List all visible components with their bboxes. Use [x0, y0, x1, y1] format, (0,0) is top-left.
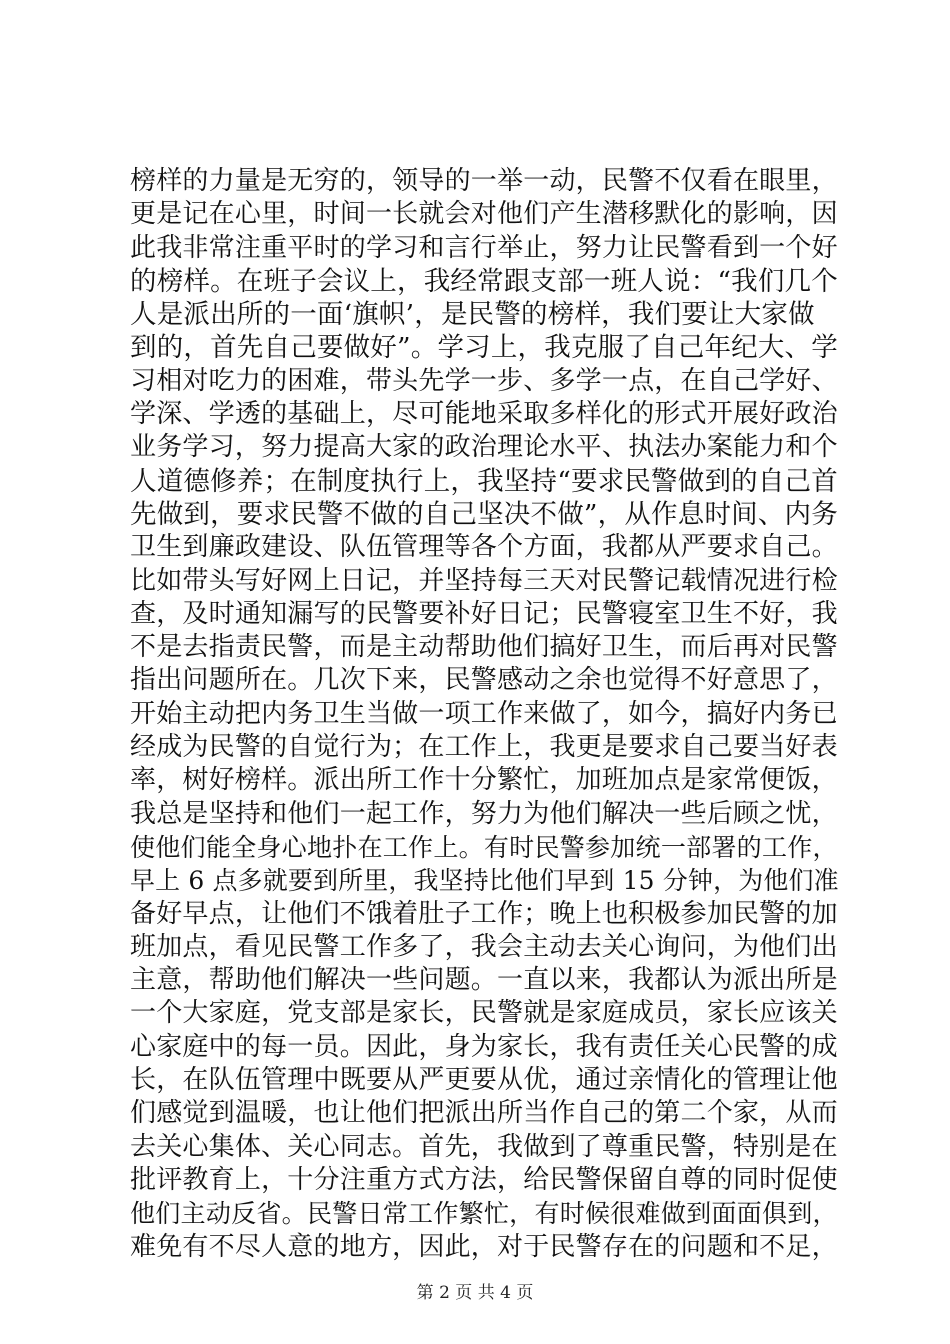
text-line: 我总是坚持和他们一起工作，努力为他们解决一些后顾之忧， [130, 798, 838, 829]
text-line: 习相对吃力的困难，带头先学一步、多学一点，在自己学好、 [130, 365, 838, 396]
text-line: 心家庭中的每一员。因此，身为家长，我有责任关心民警的成 [130, 1031, 838, 1062]
text-line: 使他们能全身心地扑在工作上。有时民警参加统一部署的工作， [130, 832, 838, 862]
text-line: 一个大家庭，党支部是家长，民警就是家庭成员，家长应该关 [130, 998, 838, 1029]
text-line: 到的，首先自己要做好”。学习上，我克服了自己年纪大、学 [130, 332, 838, 364]
text-line: 率，树好榜样。派出所工作十分繁忙，加班加点是家常便饭， [130, 765, 838, 796]
text-line: 学深、学透的基础上，尽可能地采取多样化的形式开展好政治 [130, 399, 838, 430]
text-line: 指出问题所在。几次下来，民警感动之余也觉得不好意思了， [130, 665, 838, 696]
text-line: 人是派出所的一面‘旗帜’，是民警的榜样，我们要让大家做 [130, 299, 815, 331]
text-line: 备好早点，让他们不饿着肚子工作；晚上也积极参加民警的加 [130, 898, 838, 929]
text-line: 先做到，要求民警不做的自己坚决不做”，从作息时间、内务 [130, 498, 838, 530]
text-line: 经成为民警的自觉行为；在工作上，我更是要求自己要当好表 [130, 732, 838, 763]
text-line: 查，及时通知漏写的民警要补好日记；民警寝室卫生不好，我 [130, 598, 838, 629]
text-line: 们感觉到温暖，也让他们把派出所当作自己的第二个家，从而 [130, 1098, 838, 1129]
text-line: 去关心集体、关心同志。首先，我做到了尊重民警，特别是在 [130, 1131, 838, 1162]
text-line: 主意，帮助他们解决一些问题。一直以来，我都认为派出所是 [130, 965, 838, 996]
text-line: 比如带头写好网上日记，并坚持每三天对民警记载情况进行检 [130, 565, 838, 596]
text-line: 卫生到廉政建设、队伍管理等各个方面，我都从严要求自己。 [130, 532, 838, 563]
text-line: 榜样的力量是无穷的，领导的一举一动，民警不仅看在眼里， [130, 166, 838, 196]
text-line: 更是记在心里，时间一长就会对他们产生潜移默化的影响，因 [130, 199, 838, 230]
text-line: 的榜样。在班子会议上，我经常跟支部一班人说：“我们几个 [130, 265, 838, 297]
text-line: 他们主动反省。民警日常工作繁忙，有时候很难做到面面俱到， [130, 1199, 838, 1229]
text-line: 人道德修养；在制度执行上，我坚持“要求民警做到的自己首 [130, 465, 838, 497]
text-line: 早上 6 点多就要到所里，我坚持比他们早到 15 分钟，为他们准 [130, 866, 839, 896]
text-line: 批评教育上，十分注重方式方法，给民警保留自尊的同时促使 [130, 1164, 838, 1195]
text-line: 不是去指责民警，而是主动帮助他们搞好卫生，而后再对民警 [130, 632, 838, 663]
text-line: 难免有不尽人意的地方，因此，对于民警存在的问题和不足， [130, 1231, 838, 1262]
body-text [130, 165, 842, 1264]
text-line: 长，在队伍管理中既要从严更要从优，通过亲情化的管理让他 [130, 1065, 838, 1096]
text-line: 此我非常注重平时的学习和言行举止，努力让民警看到一个好 [130, 232, 838, 263]
text-line: 业务学习，努力提高大家的政治理论水平、执法办案能力和个 [130, 432, 838, 463]
text-line: 开始主动把内务卫生当做一项工作来做了，如今，搞好内务已 [130, 698, 838, 729]
text-line: 班加点，看见民警工作多了，我会主动去关心询问，为他们出 [130, 931, 838, 962]
page-number-footer: 第 2 页 共 4 页 [416, 1283, 534, 1303]
